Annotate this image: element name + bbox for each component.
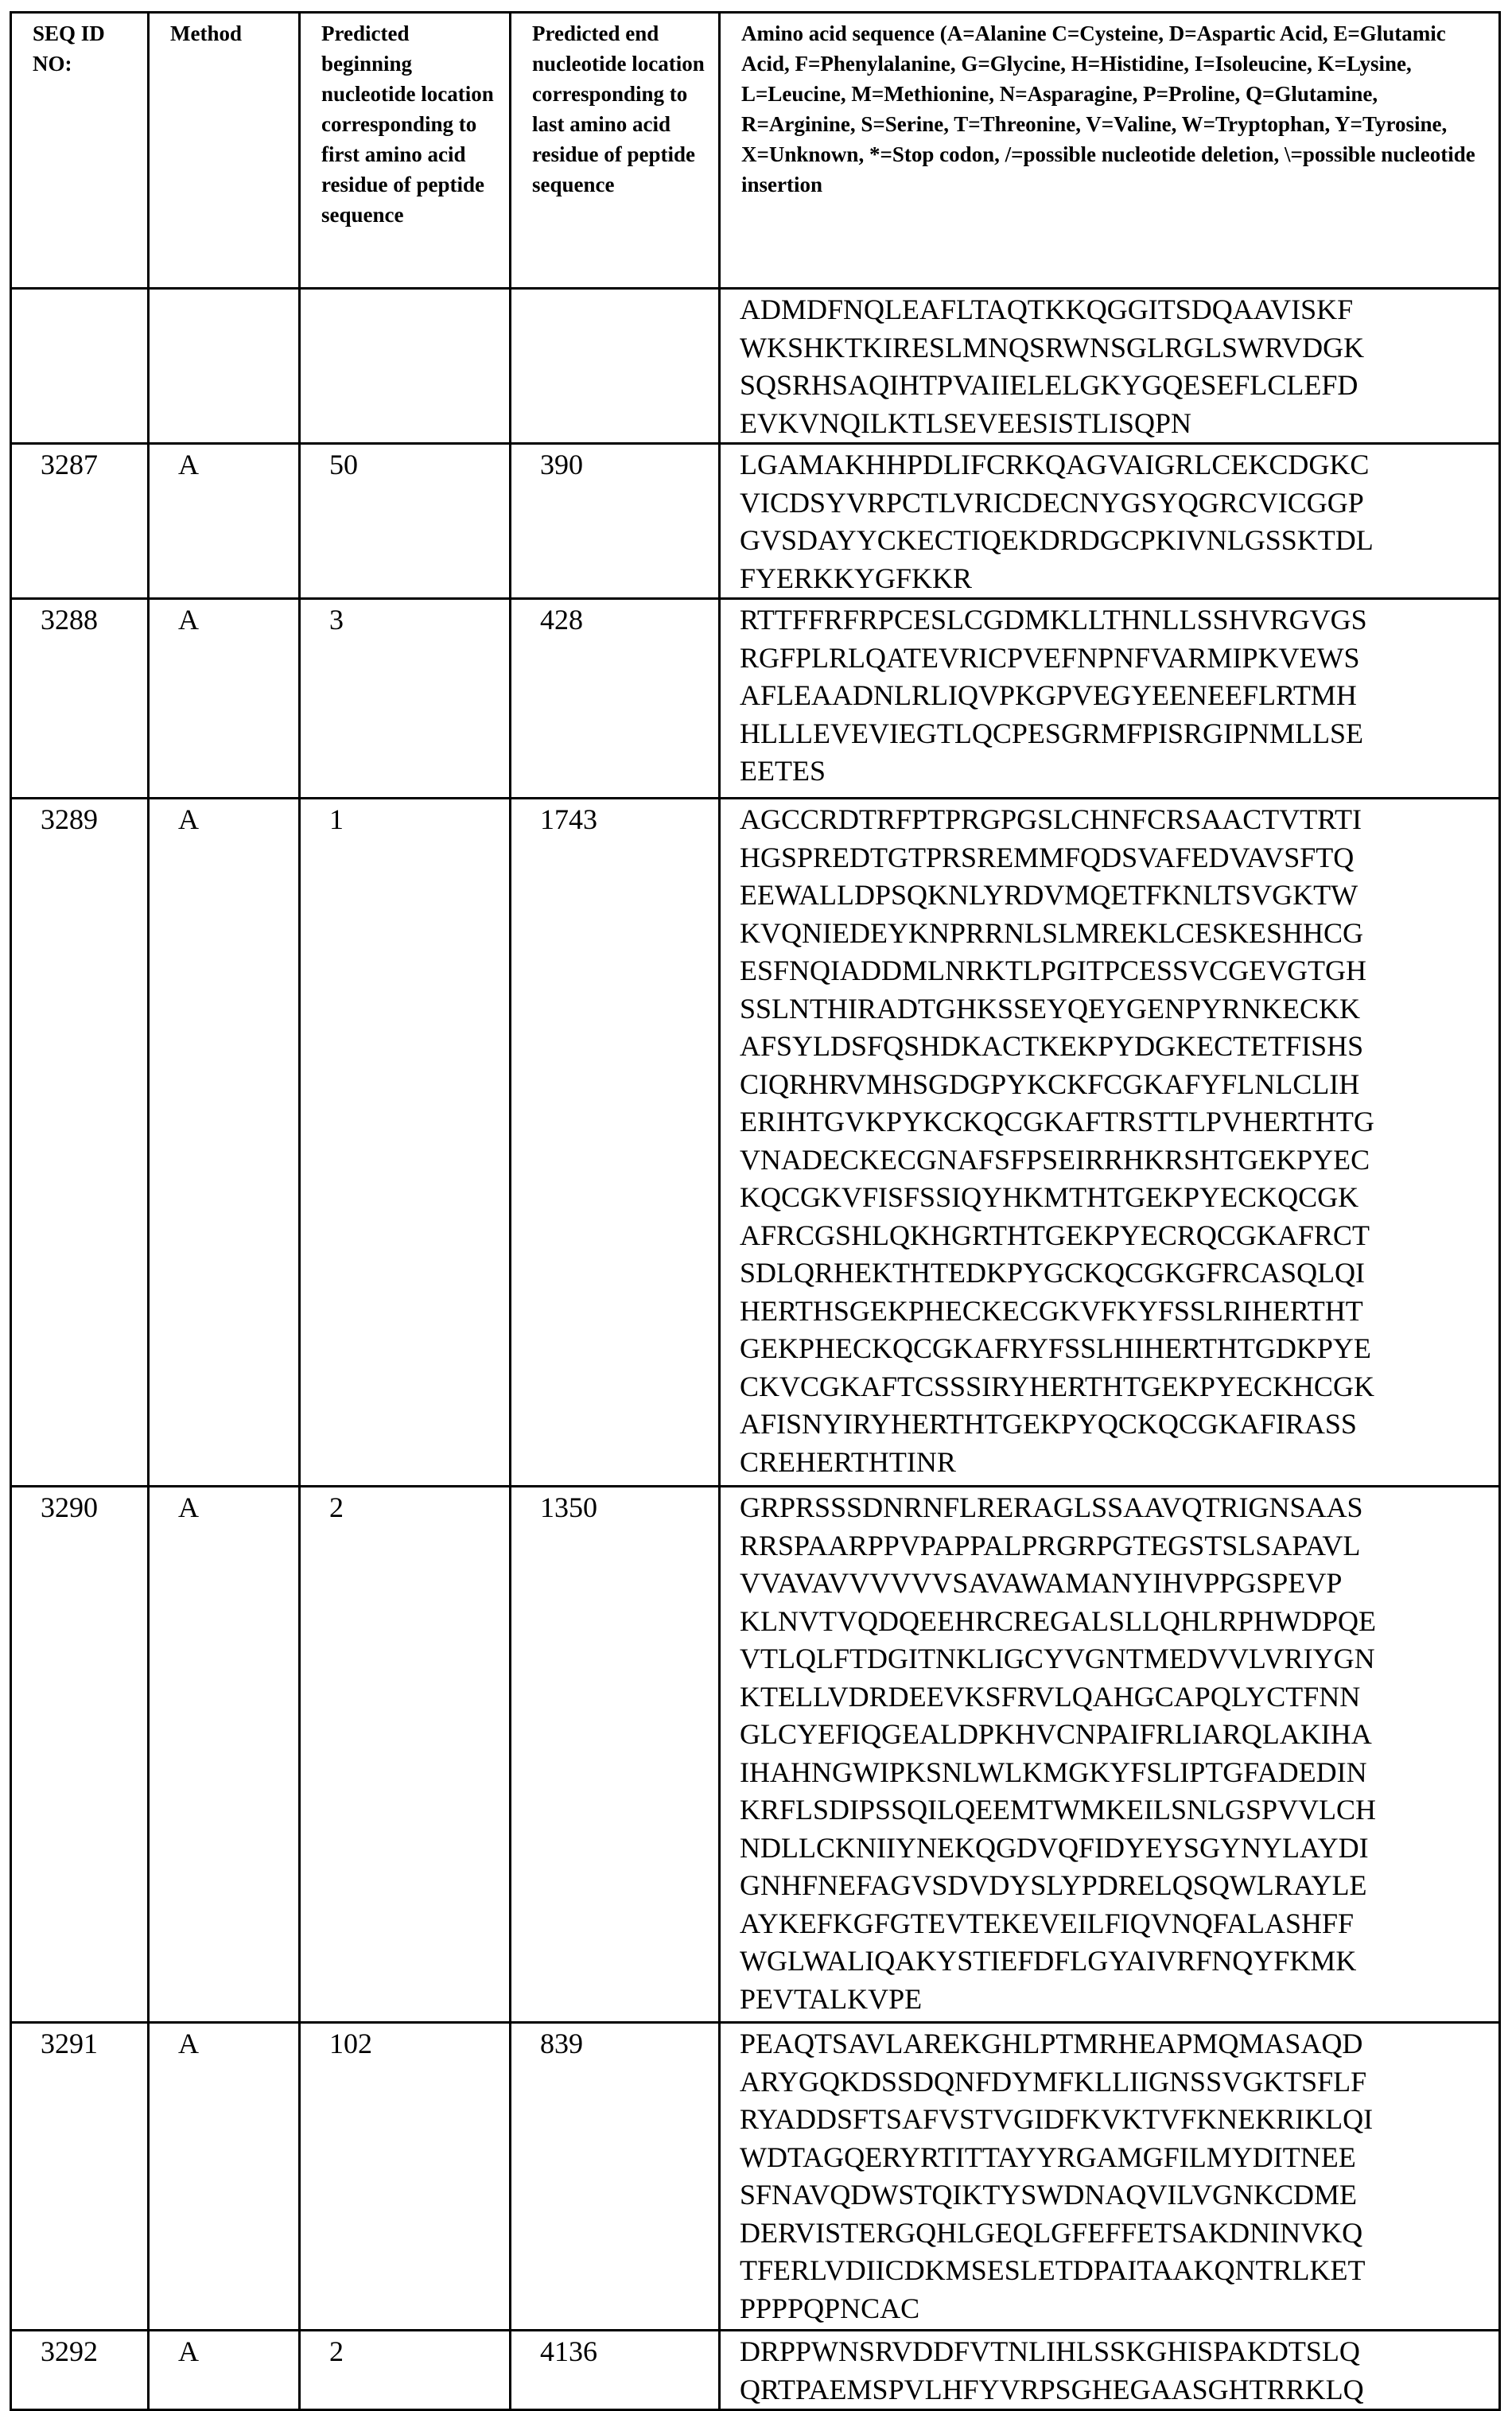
end-cell: 1743	[511, 799, 720, 1487]
sequence-line: KQCGKVFISFSSIQYHKMTHTGEKPYECKQCGK	[740, 1181, 1359, 1213]
seq-id-cell: 3290	[11, 1487, 149, 2023]
sequence-line: WDTAGQERYRTITTAYYRGAMGFILMYDITNEE	[740, 2141, 1356, 2173]
seq-id-cell: 3287	[11, 444, 149, 599]
begin-cell: 1	[300, 799, 511, 1487]
sequence-cell	[720, 2331, 1500, 2410]
seq-id-cell: 3289	[11, 799, 149, 1487]
sequence-line: AGCCRDTRFPTPRGPGSLCHNFCRSAACTVTRTI	[740, 803, 1362, 835]
end-cell: 839	[511, 2023, 720, 2331]
table-row	[11, 289, 1500, 444]
sequence-line: PPPPQPNCAC	[740, 2292, 920, 2324]
sequence-cell	[720, 2023, 1500, 2331]
sequence-line: WKSHKTKIRESLMNQSRWNSGLRGLSWRVDGK	[740, 331, 1365, 364]
method-cell: A	[149, 599, 300, 799]
sequence-line: GRPRSSSDNRNFLRERAGLSSAAVQTRIGNSAAS	[740, 1491, 1363, 1523]
sequence-line: TFERLVDIICDKMSESLETDPAITAAKQNTRLKET	[740, 2254, 1366, 2286]
method-cell: A	[149, 2331, 300, 2410]
sequence-line: VTLQLFTDGITNKLIGCYVGNTMEDVVLVRIYGN	[740, 1643, 1375, 1674]
begin-cell: 2	[300, 1487, 511, 2023]
sequence-line: FYERKKYGFKKR	[740, 562, 973, 594]
begin-cell	[300, 289, 511, 444]
sequence-line: ARYGQKDSSDQNFDYMFKLLIIGNSSVGKTSFLF	[740, 2065, 1367, 2098]
seq-id-cell: 3292	[11, 2331, 149, 2410]
sequence-line: AFRCGSHLQKHGRTHTGEKPYECRQCGKAFRCT	[740, 1219, 1370, 1251]
sequence-line: AFLEAADNLRLIQVPKGPVEGYEENEEFLRTMH	[740, 679, 1357, 711]
sequence-cell	[720, 289, 1500, 444]
sequence-line: HERTHSGEKPHECKECGKVFKYFSSLRIHERTHT	[740, 1294, 1363, 1327]
sequence-line: HGSPREDTGTPRSREMMFQDSVAFEDVAVSFTQ	[740, 841, 1355, 873]
sequence-line: AFSYLDSFQSHDKACTKEKPYDGKECTETFISHS	[740, 1030, 1364, 1062]
method-cell	[149, 289, 300, 444]
end-cell: 4136	[511, 2331, 720, 2410]
sequence-line: KRFLSDIPSSQILQEEMTWMKEILSNLGSPVVLCH	[740, 1794, 1377, 1826]
sequence-line: WGLWALIQAKYSTIEFDFLGYAIVRFNQYFKMK	[740, 1945, 1357, 1977]
sequence-line: RGFPLRLQATEVRICPVEFNPNFVARMIPKVEWS	[740, 641, 1360, 674]
sequence-line: CIQRHRVMHSGDGPYKCKFCGKAFYFLNLCLIH	[740, 1067, 1360, 1100]
sequence-line: AYKEFKGFGTEVTEKEVEILFIQVNQFALASHFF	[740, 1907, 1355, 1939]
sequence-line: QRTPAEMSPVLHFYVRPSGHEGAASGHTRRKLQ	[740, 2373, 1364, 2405]
table-row	[11, 2331, 1500, 2410]
sequence-line: RTTFFRFRPCESLCGDMKLLTHNLLSSHVRGVGS	[740, 604, 1367, 636]
seq-id-cell: 3288	[11, 599, 149, 799]
sequence-line: KLNVTVQDQEEHRCREGALSLLQHLRPHWDPQE	[740, 1604, 1376, 1637]
sequence-line: DRPPWNSRVDDFVTNLIHLSSKGHISPAKDTSLQ	[740, 2335, 1360, 2367]
sequence-line: RYADDSFTSAFVSTVGIDFKVKTVFKNEKRIKLQI	[740, 2103, 1374, 2135]
sequence-table	[10, 11, 1501, 2411]
sequence-line: GLCYEFIQGEALDPKHVCNPAIFRLIARQLAKIHA	[740, 1718, 1372, 1750]
end-cell	[511, 289, 720, 444]
method-cell: A	[149, 799, 300, 1487]
sequence-line: VICDSYVRPCTLVRICDECNYGSYQGRCVICGGP	[740, 486, 1364, 519]
begin-cell: 50	[300, 444, 511, 599]
sequence-cell	[720, 444, 1500, 599]
sequence-line: SQSRHSAQIHTPVAIIELELGKYGQESEFLCLEFD	[740, 369, 1358, 401]
sequence-line: CREHERTHTINR	[740, 1445, 956, 1478]
header-amino-acid-sequence: Amino acid sequence (A=Alanine C=Cysteine, D=Aspartic Acid, E=Glutamic Acid, F=Phenylalanine, G=Glycine, H=Histidine, I=Isoleucine, K=Lysine, L=Leucine, M=Methionine, N=Asparagine, P=Proline, Q=Glutamine, R=Arginine, S=Serine, T=Threonine, V=Valine, W=Tryptophan, Y=Tyrosine, X=Unknown, *=Stop codon, /=possible nucleotide deletion, \=possible nucleotide insertion	[720, 13, 1500, 289]
begin-cell: 2	[300, 2331, 511, 2410]
seq-id-cell	[11, 289, 149, 444]
end-cell: 390	[511, 444, 720, 599]
seq-id-cell: 3291	[11, 2023, 149, 2331]
sequence-line: EEWALLDPSQKNLYRDVMQETFKNLTSVGKTW	[740, 879, 1358, 911]
end-cell: 1350	[511, 1487, 720, 2023]
table-row	[11, 799, 1500, 1487]
sequence-line: GVSDAYYCKECTIQEKDRDGCPKIVNLGSSKTDL	[740, 524, 1374, 556]
sequence-line: IHAHNGWIPKSNLWLKMGKYFSLIPTGFADEDIN	[740, 1756, 1367, 1788]
header-begin-location: Predicted beginning nucleotide location corresponding to first amino acid residue of peptide sequence	[300, 13, 511, 289]
sequence-line: AFISNYIRYHERTHTGEKPYQCKQCGKAFIRASS	[740, 1408, 1357, 1440]
sequence-cell	[720, 1487, 1500, 2023]
sequence-cell	[720, 799, 1500, 1487]
sequence-line: SSLNTHIRADTGHKSSEYQEYGENPYRNKECKK	[740, 992, 1361, 1025]
sequence-line: NDLLCKNIIYNEKQGDVQFIDYEYSGYNYLAYDI	[740, 1831, 1369, 1864]
header-seq-id: SEQ ID NO:	[11, 13, 149, 289]
sequence-line: EVKVNQILKTLSEVEESISTLISQPN	[740, 406, 1191, 439]
sequence-line: PEAQTSAVLAREKGHLPTMRHEAPMQMASAQD	[740, 2028, 1363, 2059]
sequence-line: SFNAVQDWSTQIKTYSWDNAQVILVGNKCDME	[740, 2179, 1358, 2211]
sequence-line: HLLLEVEVIEGTLQCPESGRMFPISRGIPNMLLSE	[740, 717, 1364, 749]
sequence-cell	[720, 599, 1500, 799]
table-row	[11, 1487, 1500, 2023]
sequence-line: GNHFNEFAGVSDVDYSLYPDRELQSQWLRAYLE	[740, 1869, 1367, 1901]
end-cell: 428	[511, 599, 720, 799]
sequence-line: ERIHTGVKPYKCKQCGKAFTRSTTLPVHERTHTG	[740, 1106, 1374, 1137]
sequence-line: VVAVAVVVVVVSAVAWAMANYIHVPPGSPEVP	[740, 1567, 1343, 1599]
sequence-line: RRSPAARPPVPAPPALPRGRPGTEGSTSLSAPAVL	[740, 1529, 1361, 1561]
sequence-line: CKVCGKAFTCSSSIRYHERTHTGEKPYECKHCGK	[740, 1370, 1374, 1402]
header-row	[11, 13, 1500, 289]
begin-cell: 3	[300, 599, 511, 799]
sequence-line: VNADECKECGNAFSFPSEIRRHKRSHTGEKPYEC	[740, 1143, 1370, 1176]
sequence-line: ADMDFNQLEAFLTAQTKKQGGITSDQAAVISKF	[740, 294, 1354, 325]
sequence-line: ESFNQIADDMLNRKTLPGITPCESSVCGEVGTGH	[740, 955, 1367, 986]
method-cell: A	[149, 444, 300, 599]
sequence-line: GEKPHECKQCGKAFRYFSSLHIHERTHTGDKPYE	[740, 1332, 1371, 1364]
sequence-line: DERVISTERGQHLGEQLGFEFFETSAKDNINVKQ	[740, 2216, 1363, 2249]
sequence-line: KVQNIEDEYKNPRRNLSLMREKLCESKESHHCG	[740, 916, 1364, 949]
sequence-line: SDLQRHEKTHTEDKPYGCKQCGKGFRCASQLQI	[740, 1257, 1366, 1289]
sequence-line: EETES	[740, 755, 826, 787]
sequence-line: PEVTALKVPE	[740, 1982, 923, 2015]
method-cell: A	[149, 1487, 300, 2023]
table-row	[11, 444, 1500, 599]
table-row	[11, 2023, 1500, 2331]
header-end-location: Predicted end nucleotide location corresponding to last amino acid residue of peptide sequence	[511, 13, 720, 289]
method-cell: A	[149, 2023, 300, 2331]
sequence-line: KTELLVDRDEEVKSFRVLQAHGCAPQLYCTFNN	[740, 1680, 1361, 1713]
header-method: Method	[149, 13, 300, 289]
sequence-line: LGAMAKHHPDLIFCRKQAGVAIGRLCEKCDGKC	[740, 449, 1370, 480]
table-row	[11, 599, 1500, 799]
begin-cell: 102	[300, 2023, 511, 2331]
